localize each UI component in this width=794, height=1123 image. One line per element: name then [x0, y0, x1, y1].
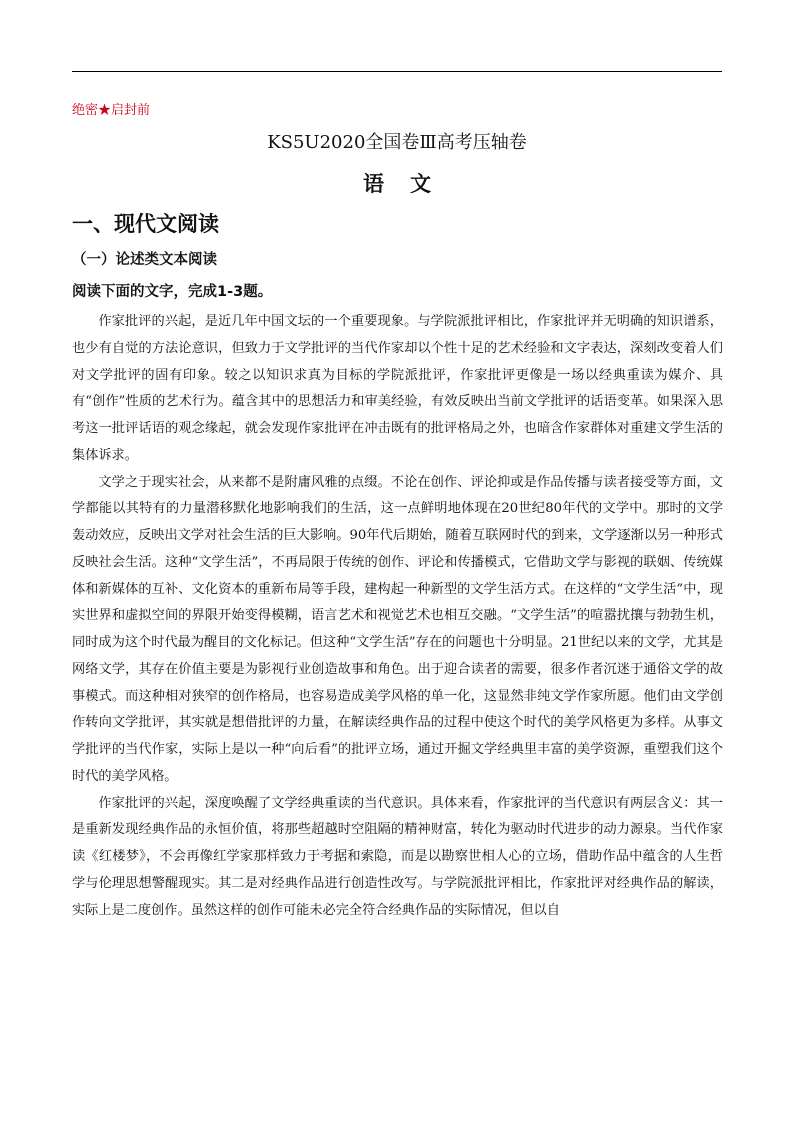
subsection-heading: （一）论述类文本阅读 — [72, 252, 217, 268]
secret-mark: 绝密★启封前 — [72, 103, 151, 118]
passage-body — [72, 309, 723, 924]
subject-title: 语文 — [363, 171, 457, 196]
section-heading: 一、现代文阅读 — [72, 212, 219, 236]
reading-instruction: 阅读下面的文字，完成1-3题。 — [72, 284, 273, 300]
paragraph: 作家批评的兴起，深度唤醒了文学经典重读的当代意识。具体来看，作家批评的当代意识有两层含义：其一是重新发现经典作品的永恒价值，将那些超越时空阻隔的精神财富，转化为驱动时代进步的动力源泉。当代作家读《红楼梦》，不会再像红学家那样致力于考据和索隐，而是以勘察世相人心的立场，借助作品中蕴含的人生哲学与伦理思想警醒现实。其二是对经典作品进行创造性改写。与学院派批评相比，作家批评对经典作品的解读，实际上是二度创作。虽然这样的创作可能未必完全符合经典作品的实际情况，但以自 — [72, 795, 723, 918]
exam-title: KS5U2020全国卷Ⅲ高考压轴卷 — [267, 132, 527, 153]
paragraph: 作家批评的兴起，是近几年中国文坛的一个重要现象。与学院派批评相比，作家批评并无明确的知识谱系，也少有自觉的方法论意识，但致力于文学批评的当代作家却以个性十足的艺术经验和文字表达，深刻改变着人们对文学批评的固有印象。较之以知识求真为目标的学院派批评，作家批评更像是一场以经典重读为媒介、具有“创作”性质的艺术行为。蕴含其中的思想活力和审美经验，有效反映出当前文学批评的话语变革。如果深入思考这一批评话语的观念缘起，就会发现作家批评在冲击既有的批评格局之外，也暗含作家群体对重建文学生活的集体诉求。 — [72, 314, 723, 463]
header-rule — [72, 71, 722, 72]
paragraph: 文学之于现实社会，从来都不是附庸风雅的点缀。不论在创作、评论抑或是作品传播与读者接受等方面，文学都能以其特有的力量潜移默化地影响我们的生活，这一点鲜明地体现在20世纪80年代的文学中。那时的文学轰动效应，反映出文学对社会生活的巨大影响。90年代后期始，随着互联网时代的到来，文学逐渐以另一种形式反映社会生活。这种“文学生活”，不再局限于传统的创作、评论和传播模式，它借助文学与影视的联姻、传统媒体和新媒体的互补、文化资本的重新布局等手段，建构起一种新型的文学生活方式。在这样的“文学生活”中，现实世界和虚拟空间的界限开始变得模糊，语言艺术和视觉艺术也相互交融。“文学生活”的喧嚣扰攘与勃勃生机，同时成为这个时代最为醒目的文化标记。但这种“文学生活”存在的问题也十分明显。21世纪以来的文学，尤其是网络文学，其存在价值主要是为影视行业创造故事和角色。出于迎合读者的需要，很多作者沉迷于通俗文学的故事模式。而这种相对狭窄的创作格局，也容易造成美学风格的单一化，这显然非纯文学作家所愿。他们由文学创作转向文学批评，其实就是想借批评的力量，在解读经典作品的过程中使这个时代的美学风格更为多样。从事文学批评的当代作家，实际上是以一种“向后看”的批评立场，通过开掘文学经典里丰富的美学资源，重塑我们这个时代的美学风格。 — [72, 474, 723, 784]
